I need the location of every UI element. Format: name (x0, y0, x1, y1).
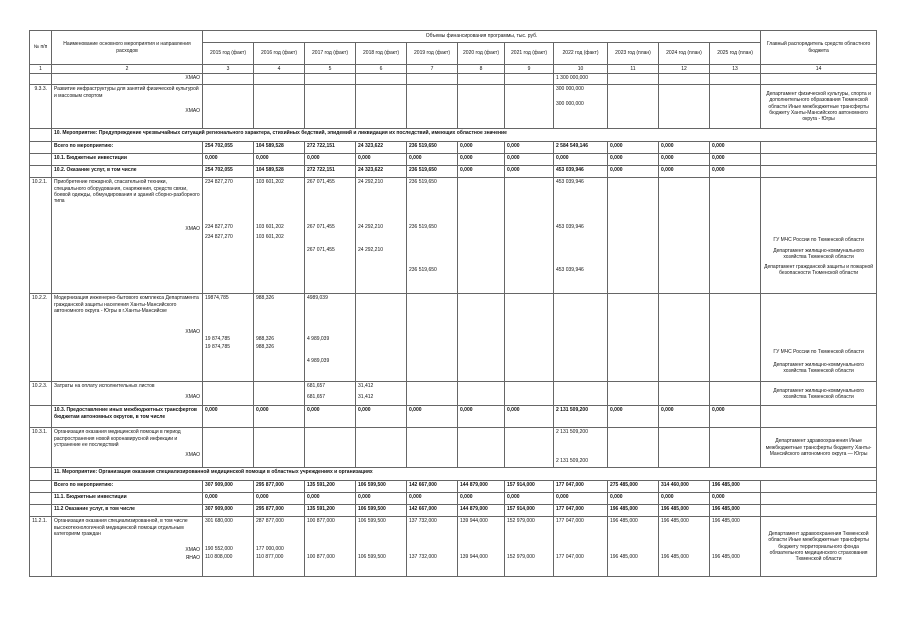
value: 0,000 (710, 166, 761, 178)
value: 307 909,000 (203, 481, 254, 493)
row-name: Всего по мероприятию: (52, 481, 203, 493)
value: 0,000 (710, 406, 761, 428)
cell-2019 (407, 178, 458, 294)
row-title: Организация оказания специализированной, в том числе высокотехнологичной медицинской помощи отдельным категориям граждан (54, 518, 188, 537)
column-index: 6 (356, 65, 407, 74)
value: 24 292,210 (358, 179, 384, 186)
cell-2022 (554, 85, 608, 129)
header-year: 2020 год (факт) (458, 43, 505, 65)
value: 0,000 (505, 166, 554, 178)
value: 196 485,000 (610, 518, 638, 525)
cell-2017 (305, 517, 356, 577)
value: 106 599,500 (358, 553, 386, 560)
value: 0,000 (407, 154, 458, 166)
value: 2 131 509,200 (556, 457, 588, 464)
row-name: Всего по мероприятию: (52, 142, 203, 154)
cell-2016 (254, 517, 305, 577)
value: 4 989,039 (307, 335, 330, 342)
cell-2015 (203, 178, 254, 294)
table-row (30, 178, 877, 294)
cell-2021 (505, 517, 554, 577)
value: 0,000 (608, 142, 659, 154)
section-header (30, 468, 877, 481)
table-row (30, 154, 877, 166)
row-name (52, 382, 203, 406)
row-number: 10.2.1. (30, 178, 52, 294)
region-label: ХМАО (185, 393, 200, 400)
table-row (30, 294, 877, 382)
value: 2 131 509,200 (556, 429, 588, 436)
column-index: 5 (305, 65, 356, 74)
admin-cell: Департамент физической культуры, спорта и дополнительного образования Тюменской области Иные межбюджетные трансферты бюджету Ханты-Мансийского автономного округа - Югры (761, 85, 877, 129)
row-number: 10.2.2. (30, 294, 52, 382)
value: 453 039,946 (556, 266, 584, 273)
value: 135 591,200 (305, 481, 356, 493)
value: 0,000 (254, 154, 305, 166)
cell-2018 (356, 178, 407, 294)
value: 0,000 (505, 142, 554, 154)
value: 236 519,650 (407, 142, 458, 154)
section-header (30, 129, 877, 142)
table-row (30, 166, 877, 178)
value: 0,000 (305, 154, 356, 166)
header-name: Наименование основного мероприятия и направления расходов (52, 31, 203, 65)
value: 31,412 (358, 383, 374, 390)
column-index: 2 (52, 65, 203, 74)
cell-2015 (203, 517, 254, 577)
value: 196 485,000 (710, 505, 761, 517)
row-name: 10.2. Оказание услуг, в том числе (52, 166, 203, 178)
value: 453 039,946 (556, 223, 584, 230)
row-name (52, 85, 203, 129)
cell-2016 (254, 178, 305, 294)
value: 234 827,270 (205, 233, 233, 240)
value: 100 877,000 (307, 553, 335, 560)
table-row (30, 406, 877, 428)
admin-name: ГУ МЧС России по Тюменской области (773, 349, 864, 356)
region-label: ХМАО (185, 107, 200, 114)
value: 19 874,785 (205, 343, 231, 350)
value: 272 722,151 (305, 142, 356, 154)
section-title: 10. Мероприятие: Предупреждение чрезвычайных ситуаций регионального характера, стихийных бедствий, эпидемий и ликвидация их последствий, имеющих областное значение (52, 129, 877, 142)
cell-2022 (554, 428, 608, 468)
region-label: ХМАО (185, 329, 200, 335)
value: 0,000 (505, 406, 554, 428)
value: 0,000 (608, 166, 659, 178)
cell-2023 (608, 517, 659, 577)
value: 275 485,000 (608, 481, 659, 493)
table-row (30, 85, 877, 129)
cell-2016 (254, 294, 305, 382)
cell-2022 (554, 517, 608, 577)
column-index: 10 (554, 65, 608, 74)
cell-2019 (407, 517, 458, 577)
value: 19 874,785 (205, 335, 231, 342)
value: 300 000,000 (556, 86, 584, 93)
row-name (52, 178, 203, 294)
cell-2017 (305, 382, 356, 406)
value: 110 808,000 (205, 553, 233, 560)
header-year: 2023 год (план) (608, 43, 659, 65)
cell-2020 (458, 517, 505, 577)
value: 267 071,455 (307, 246, 335, 253)
value: 144 879,000 (458, 481, 505, 493)
cell-2018 (356, 517, 407, 577)
admin-cell: Департамент здравоохранения Тюменской области Иные межбюджетные трансферты бюджету территориального фонда обязательного медицинского страхования Тюменской области (761, 517, 877, 577)
header-year: 2021 год (факт) (505, 43, 554, 65)
row-name (52, 428, 203, 468)
value: 988,326 (256, 335, 275, 342)
region-label: ЯНАО (185, 555, 200, 562)
column-index: 4 (254, 65, 305, 74)
column-index: 11 (608, 65, 659, 74)
region-label: ХМАО (185, 226, 200, 233)
value: 0,000 (254, 493, 305, 505)
column-index: 12 (659, 65, 710, 74)
value: 0,000 (554, 493, 608, 505)
value: 0,000 (356, 154, 407, 166)
value: 196 485,000 (710, 481, 761, 493)
value: 0,000 (407, 406, 458, 428)
value: 272 722,151 (305, 166, 356, 178)
value: 0,000 (608, 493, 659, 505)
cell-2018 (356, 382, 407, 406)
value: 104 589,528 (254, 142, 305, 154)
value: 139 944,000 (460, 553, 488, 560)
header-year: 2022 год (факт) (554, 43, 608, 65)
value: 0,000 (407, 493, 458, 505)
value: 0,000 (458, 493, 505, 505)
financing-table (29, 30, 877, 577)
value: 295 877,000 (254, 481, 305, 493)
value: 100 877,000 (307, 518, 335, 525)
value: 24 323,622 (356, 166, 407, 178)
value: 0,000 (659, 166, 710, 178)
row-name (52, 294, 203, 382)
value: 177 047,000 (554, 505, 608, 517)
value: 0,000 (203, 154, 254, 166)
row-title: Приобретение пожарной, спасательной техники, специального оборудования, снаряжения, средств связи, боевой одежды, обмундирования и зданий сборно-разборного типа (54, 179, 200, 204)
admin-name: ГУ МЧС России по Тюменской области (773, 237, 864, 244)
row-name: 10.1. Бюджетные инвестиции (52, 154, 203, 166)
value: 196 485,000 (712, 518, 740, 525)
value: 236 519,650 (409, 179, 437, 186)
admin-name: Департамент жилищно-коммунального хозяйства Тюменской области (773, 247, 864, 260)
cell-2017 (305, 294, 356, 382)
value: 177 047,000 (556, 518, 584, 525)
admin-cell: Департамент здравоохранения Иные межбюджетные трансферты бюджету Ханты-Мансийского автономного округа — Югры (761, 428, 877, 468)
value: 196 485,000 (608, 505, 659, 517)
value: 0,000 (458, 154, 505, 166)
value: 254 702,055 (203, 142, 254, 154)
cell-2017 (305, 178, 356, 294)
value: 103 601,202 (256, 233, 284, 240)
region-label: ХМАО (185, 547, 200, 553)
row-name (52, 517, 203, 577)
column-index: 3 (203, 65, 254, 74)
table-row (30, 505, 877, 517)
value: 295 877,000 (254, 505, 305, 517)
table-row (30, 74, 877, 85)
value: 453 039,946 (556, 179, 584, 186)
table-row (30, 481, 877, 493)
admin-cell (761, 178, 877, 294)
value: 106 599,500 (356, 505, 407, 517)
value: 681,657 (307, 393, 326, 400)
section-title: 11. Мероприятие: Организация оказания специализированной медицинской помощи в областных учреждениях и организациях (52, 468, 877, 481)
value: 103 601,202 (256, 223, 284, 230)
column-index: 7 (407, 65, 458, 74)
header-year: 2015 год (факт) (203, 43, 254, 65)
value: 0,000 (710, 154, 761, 166)
value: 2 131 509,200 (554, 406, 608, 428)
value: 453 039,946 (554, 166, 608, 178)
row-number: 10.2.3. (30, 382, 52, 406)
cell-2022: 1 300 000,000 (554, 74, 608, 85)
value: 314 460,000 (659, 481, 710, 493)
value: 236 519,650 (409, 266, 437, 273)
column-index: 9 (505, 65, 554, 74)
table-row (30, 142, 877, 154)
value: 4989,039 (307, 295, 328, 302)
value: 254 702,055 (203, 166, 254, 178)
value: 0,000 (659, 154, 710, 166)
value: 0,000 (608, 154, 659, 166)
header-volumes: Объемы финансирования программы, тыс. руб. (203, 31, 761, 43)
column-index: 14 (761, 65, 877, 74)
value: 24 292,210 (358, 223, 384, 230)
value: 0,000 (203, 493, 254, 505)
value: 287 877,000 (256, 518, 284, 525)
value: 307 909,000 (203, 505, 254, 517)
value: 0,000 (710, 142, 761, 154)
value: 0,000 (356, 493, 407, 505)
header-year: 2018 год (факт) (356, 43, 407, 65)
header-admin: Главный распорядитель средств областного бюджета (761, 31, 877, 65)
value: 0,000 (254, 406, 305, 428)
value: 103 601,202 (256, 179, 284, 186)
row-number: 10.3.1. (30, 428, 52, 468)
table-row (30, 517, 877, 577)
header-year: 2019 год (факт) (407, 43, 458, 65)
row-name: 11.2 Оказание услуг, в том числе (52, 505, 203, 517)
value: 196 485,000 (610, 553, 638, 560)
value: 19874,785 (205, 295, 229, 302)
value: 110 877,000 (256, 553, 284, 560)
value: 301 680,000 (205, 518, 233, 525)
header-year: 2017 год (факт) (305, 43, 356, 65)
value: 142 667,000 (407, 505, 458, 517)
value: 139 944,000 (460, 518, 488, 525)
value: 0,000 (505, 493, 554, 505)
value: 0,000 (710, 493, 761, 505)
value: 152 979,000 (507, 553, 535, 560)
admin-cell: Департамент жилищно-коммунального хозяйства Тюменской области (761, 382, 877, 406)
value: 681,657 (307, 383, 326, 390)
value: 2 584 549,146 (554, 142, 608, 154)
value: 988,326 (256, 343, 275, 350)
value: 4 989,039 (307, 357, 330, 364)
row-title: Развитие инфраструктуры для занятий физической культурой и массовым спортом (54, 86, 199, 99)
value: 157 914,000 (505, 505, 554, 517)
cell-2022 (554, 178, 608, 294)
value: 31,412 (358, 393, 374, 400)
region-label: ХМАО (185, 452, 200, 458)
value: 988,326 (256, 295, 275, 302)
admin-cell (761, 294, 877, 382)
value: 0,000 (659, 142, 710, 154)
value: 196 485,000 (659, 505, 710, 517)
column-index: 8 (458, 65, 505, 74)
row-title: Модернизация инженерно-бытового комплекса Департамента гражданской защиты населения Ханты-Мансийского автономного округа - Югры в г.Ханты-Мансийске (54, 295, 199, 314)
value: 177 047,000 (554, 481, 608, 493)
admin-name: Департамент гражданской защиты и пожарной безопасности Тюменской области (764, 264, 874, 277)
row-title: Организация оказания медицинской помощи в период распространения новой коронавирусной инфекции и устранение ее последствий (54, 429, 181, 448)
value: 0,000 (505, 154, 554, 166)
value: 0,000 (659, 406, 710, 428)
table-row (30, 428, 877, 468)
value: 177 047,000 (556, 553, 584, 560)
header-year: 2016 год (факт) (254, 43, 305, 65)
value: 104 589,528 (254, 166, 305, 178)
region-label: ХМАО (52, 74, 203, 85)
header-num: № п/п (30, 31, 52, 65)
value: 236 519,650 (409, 223, 437, 230)
value: 24 323,622 (356, 142, 407, 154)
value: 152 979,000 (507, 518, 535, 525)
value: 0,000 (554, 154, 608, 166)
value: 137 732,000 (409, 553, 437, 560)
table-row (30, 382, 877, 406)
value: 106 599,500 (356, 481, 407, 493)
table-row (30, 493, 877, 505)
row-number: 11.2.1. (30, 517, 52, 577)
value: 0,000 (203, 406, 254, 428)
value: 0,000 (608, 406, 659, 428)
value: 0,000 (659, 493, 710, 505)
value: 0,000 (305, 406, 356, 428)
value: 24 292,210 (358, 246, 384, 253)
value: 267 071,455 (307, 223, 335, 230)
value: 137 732,000 (409, 518, 437, 525)
value: 267 071,455 (307, 179, 335, 186)
header-year: 2025 год (план) (710, 43, 761, 65)
cell-2015 (203, 294, 254, 382)
value: 236 519,650 (407, 166, 458, 178)
value: 300 000,000 (556, 100, 584, 107)
value: 196 485,000 (712, 553, 740, 560)
value: 0,000 (356, 406, 407, 428)
column-index: 13 (710, 65, 761, 74)
row-name: 11.1. Бюджетные инвестиции (52, 493, 203, 505)
value: 196 485,000 (661, 518, 689, 525)
row-title: Затраты на оплату исполнительных листов (54, 383, 155, 390)
value: 196 485,000 (661, 553, 689, 560)
row-number: 9.3.3. (30, 85, 52, 129)
value: 0,000 (458, 166, 505, 178)
admin-name: Департамент жилищно-коммунального хозяйства Тюменской области (773, 361, 864, 374)
value: 190 552,000 (205, 545, 233, 552)
value: 177 000,000 (256, 545, 284, 552)
value: 0,000 (305, 493, 356, 505)
value: 0,000 (458, 406, 505, 428)
value: 0,000 (458, 142, 505, 154)
value: 144 879,000 (458, 505, 505, 517)
column-index: 1 (30, 65, 52, 74)
value: 157 914,000 (505, 481, 554, 493)
value: 234 827,270 (205, 179, 233, 186)
header-year: 2024 год (план) (659, 43, 710, 65)
value: 135 591,200 (305, 505, 356, 517)
value: 106 599,500 (358, 518, 386, 525)
row-name: 10.3. Предоставление иных межбюджетных трансфертов бюджетам автономных округов, в том числе (52, 406, 203, 428)
value: 234 827,270 (205, 223, 233, 230)
cell-2025 (710, 517, 761, 577)
cell-2024 (659, 517, 710, 577)
value: 142 667,000 (407, 481, 458, 493)
